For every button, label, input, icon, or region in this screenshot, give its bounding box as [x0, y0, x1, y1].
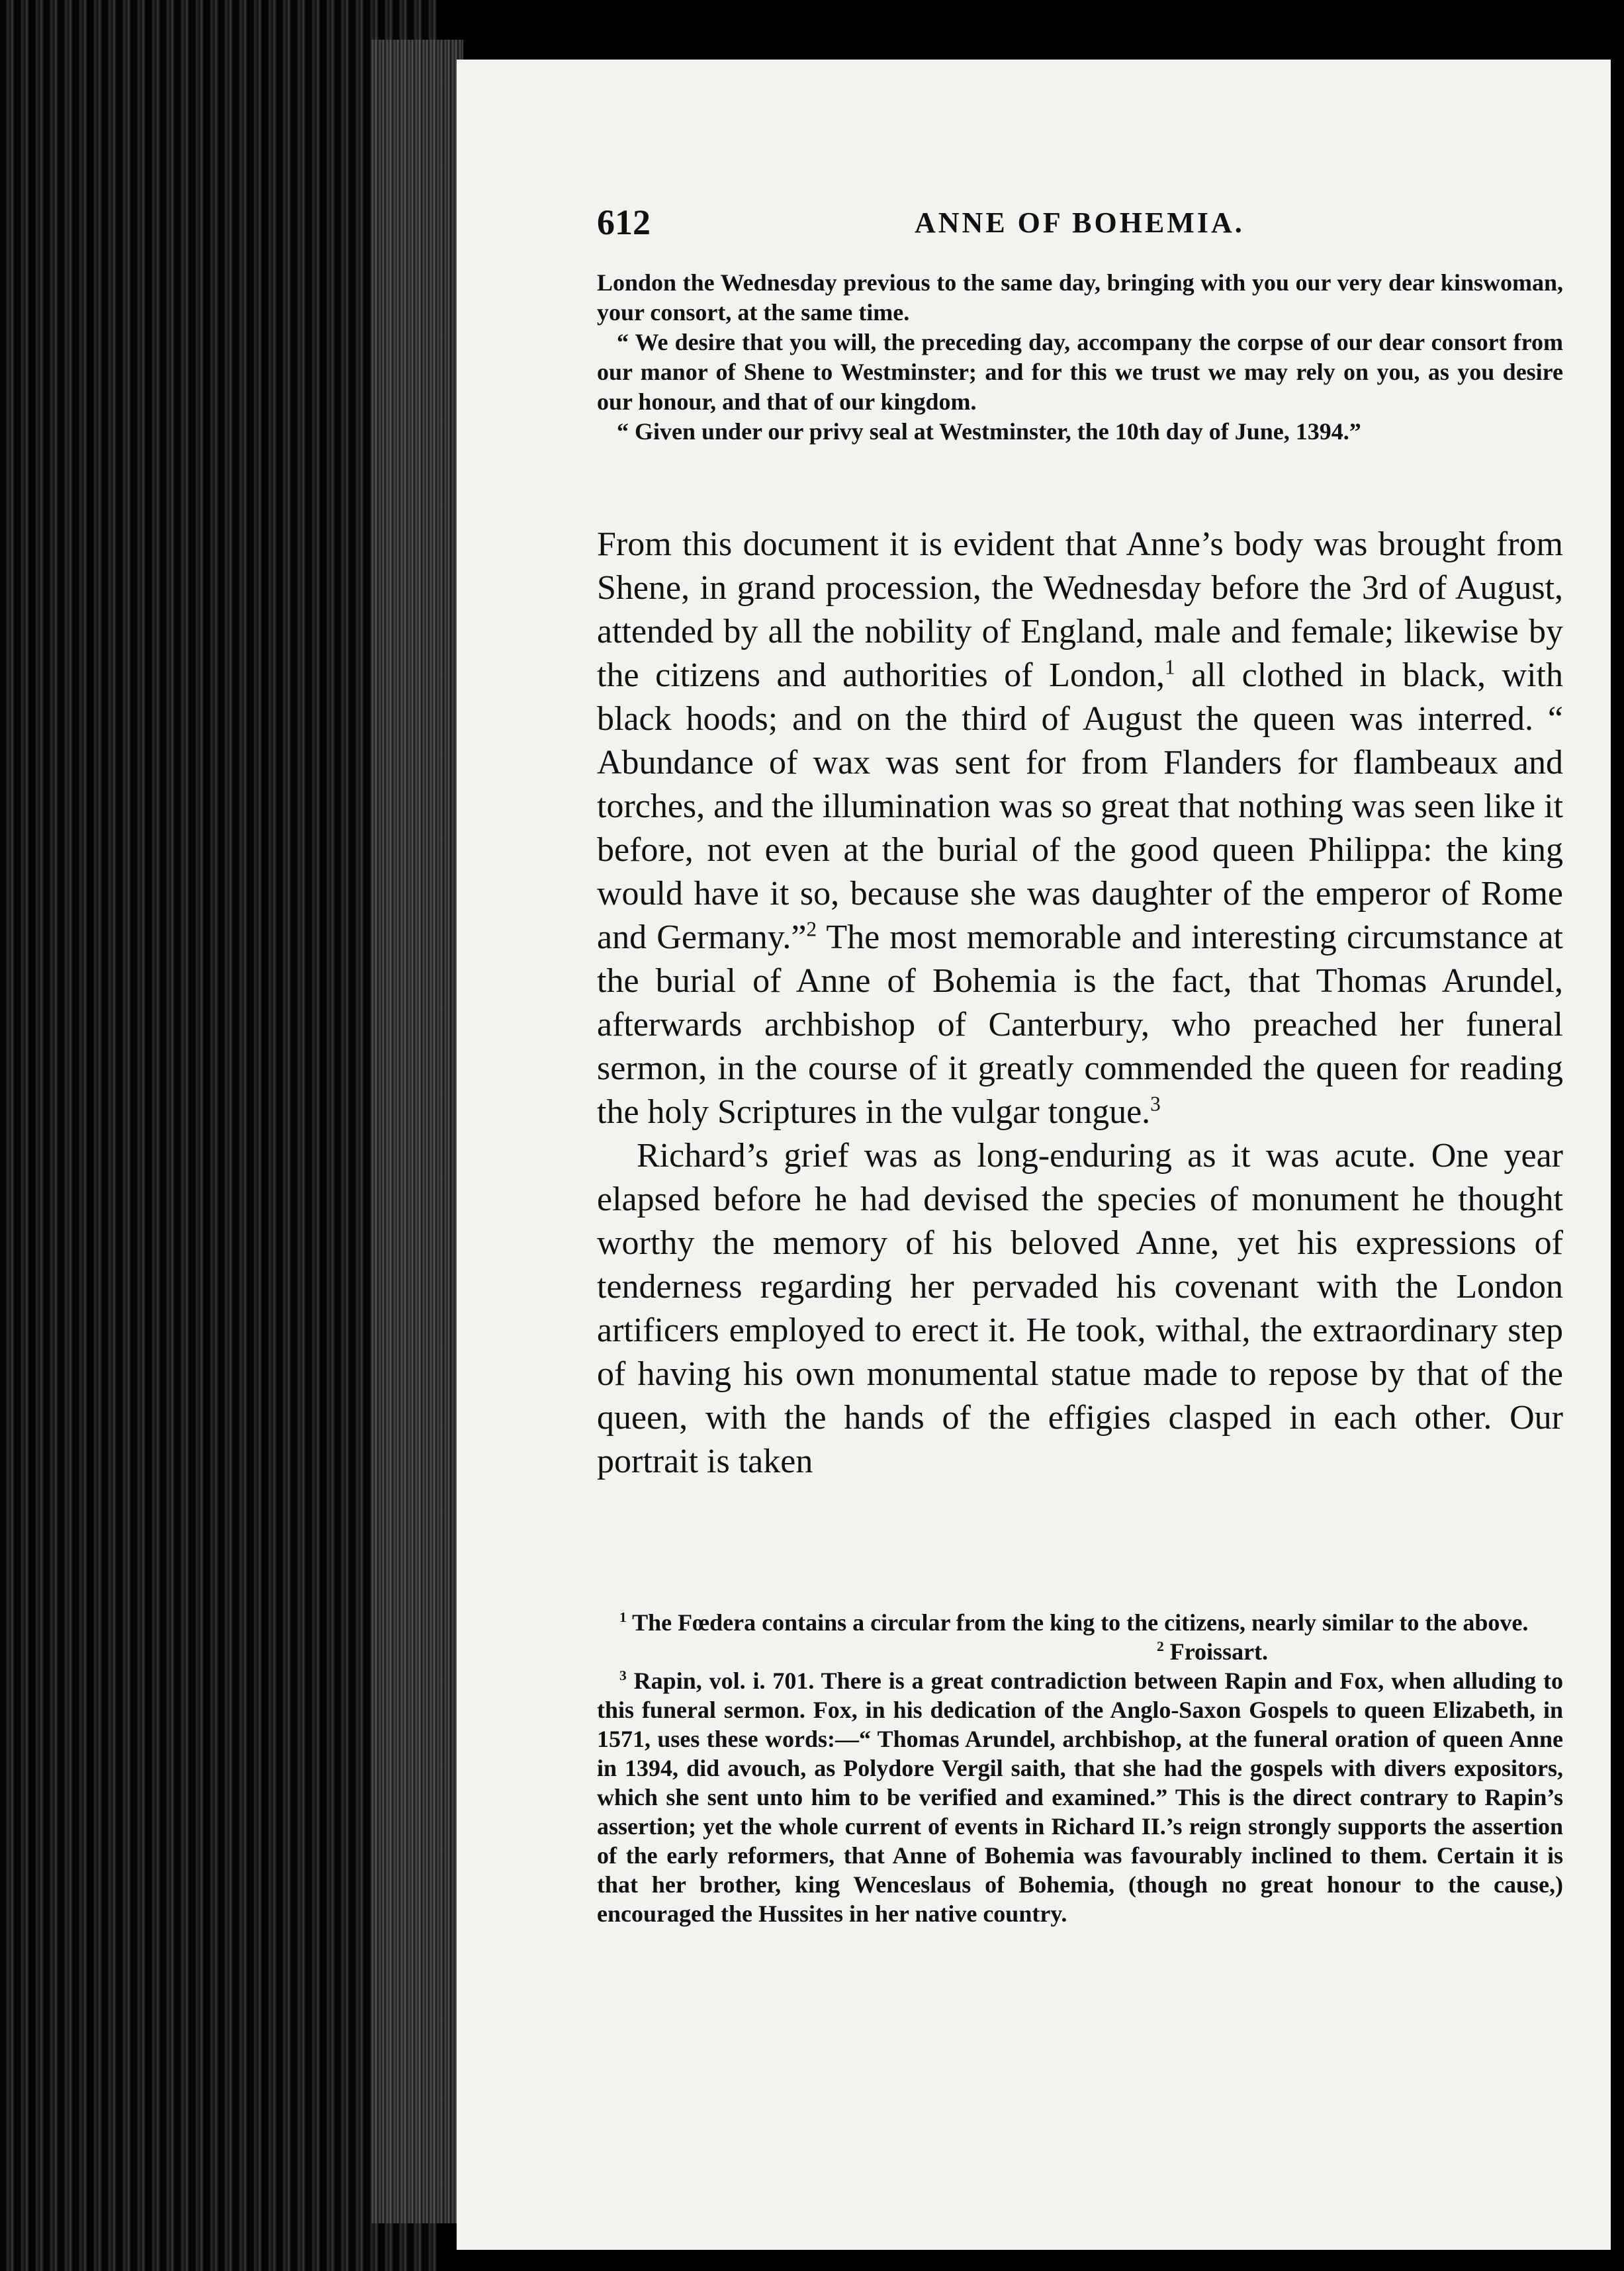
text-run: all clothed in black, with black hoods; and on the third of August the queen was interred. “ Abundance of wax was sent for from Flanders for flambeaux and torches, and the illumination was so great that nothing was seen like it before, not even at the burial of the good queen Philippa: the king would have it so, because she was daughter of the emperor of Rome and Germany.”: [597, 656, 1564, 956]
footnote-text: The Fœdera contains a circular from the king to the citizens, nearly similar to the above.: [626, 1609, 1529, 1636]
text-run: From this document it is evident that Anne’s body was brought from Shene, in grand procession, the Wednesday before the 3rd of August, attended by all the nobility of England, male and female; likewise by the citizens and authorities of London,: [597, 525, 1563, 694]
footnote: [597, 1608, 1563, 1637]
footnotes: [597, 1608, 1563, 1928]
footnote-mark: 1: [619, 1609, 627, 1625]
page-number: 612: [597, 202, 651, 242]
book-page: [457, 60, 1611, 2250]
letter-paragraph: “ Given under our privy seal at Westminster, the 10th day of June, 1394.”: [617, 418, 1361, 445]
page-header: [597, 202, 1563, 248]
footnote-mark: 3: [619, 1668, 627, 1683]
letter-paragraph: “ We desire that you will, the preceding day, accompany the corpse of our dear consort from our manor of Shene to Westminster; and for this we trust we may rely on you, as you desire our honour, and that of our kingdom.: [597, 329, 1563, 415]
footnote-mark: 2: [1156, 1638, 1164, 1654]
running-head: ANNE OF BOHEMIA.: [915, 206, 1245, 239]
text-run: The most memorable and interesting circumstance at the burial of Anne of Bohemia is the fact, that Thomas Arundel, afterwards archbishop of Canterbury, who preached her funeral sermon, in the course of it greatly commended the queen for reading the holy Scriptures in the vulgar tongue.: [597, 918, 1563, 1131]
body-paragraph: [597, 523, 1563, 1134]
footnote-ref: 3: [1150, 1092, 1161, 1116]
quoted-letter: [597, 268, 1563, 447]
page-edges: [371, 40, 463, 2223]
letter-paragraph: London the Wednesday previous to the same day, bringing with you our very dear kinswoman, your consort, at the same time.: [597, 269, 1563, 326]
footnote: [597, 1666, 1563, 1928]
body-text: [597, 523, 1563, 1484]
footnote-ref: 2: [806, 917, 817, 941]
body-paragraph: Richard’s grief was as long-enduring as it was acute. One year elapsed before he had devised the species of monument he thought worthy the memory of his beloved Anne, yet his expressions of tenderness regarding her pervaded his covenant with the London artificers employed to erect it. He took, withal, the extraordinary step of having his own monumental statue made to repose by that of the queen, with the hands of the effigies clasped in each other. Our portrait is taken: [597, 1137, 1563, 1480]
footnote-text: Rapin, vol. i. 701. There is a great contradiction between Rapin and Fox, when alluding to this funeral sermon. Fox, in his dedication of the Anglo-Saxon Gospels to queen Elizabeth, in 1571, uses these words:—“ Thomas Arundel, archbishop, at the funeral oration of queen Anne in 1394, did avouch, as Polydore Vergil saith, that she had the gospels with divers expositors, which she sent unto him to be verified and examined.” This is the direct contrary to Rapin’s assertion; yet the whole current of events in Richard II.’s reign strongly supports the assertion of the early reformers, that Anne of Bohemia was favourably inclined to them. Certain it is that her brother, king Wenceslaus of Bohemia, (though no great honour to the cause,) encouraged the Hussites in her native country.: [597, 1668, 1563, 1927]
footnote-text: Froissart.: [1163, 1638, 1269, 1665]
footnote-ref: 1: [1164, 655, 1175, 679]
footnote: [862, 1637, 1563, 1666]
